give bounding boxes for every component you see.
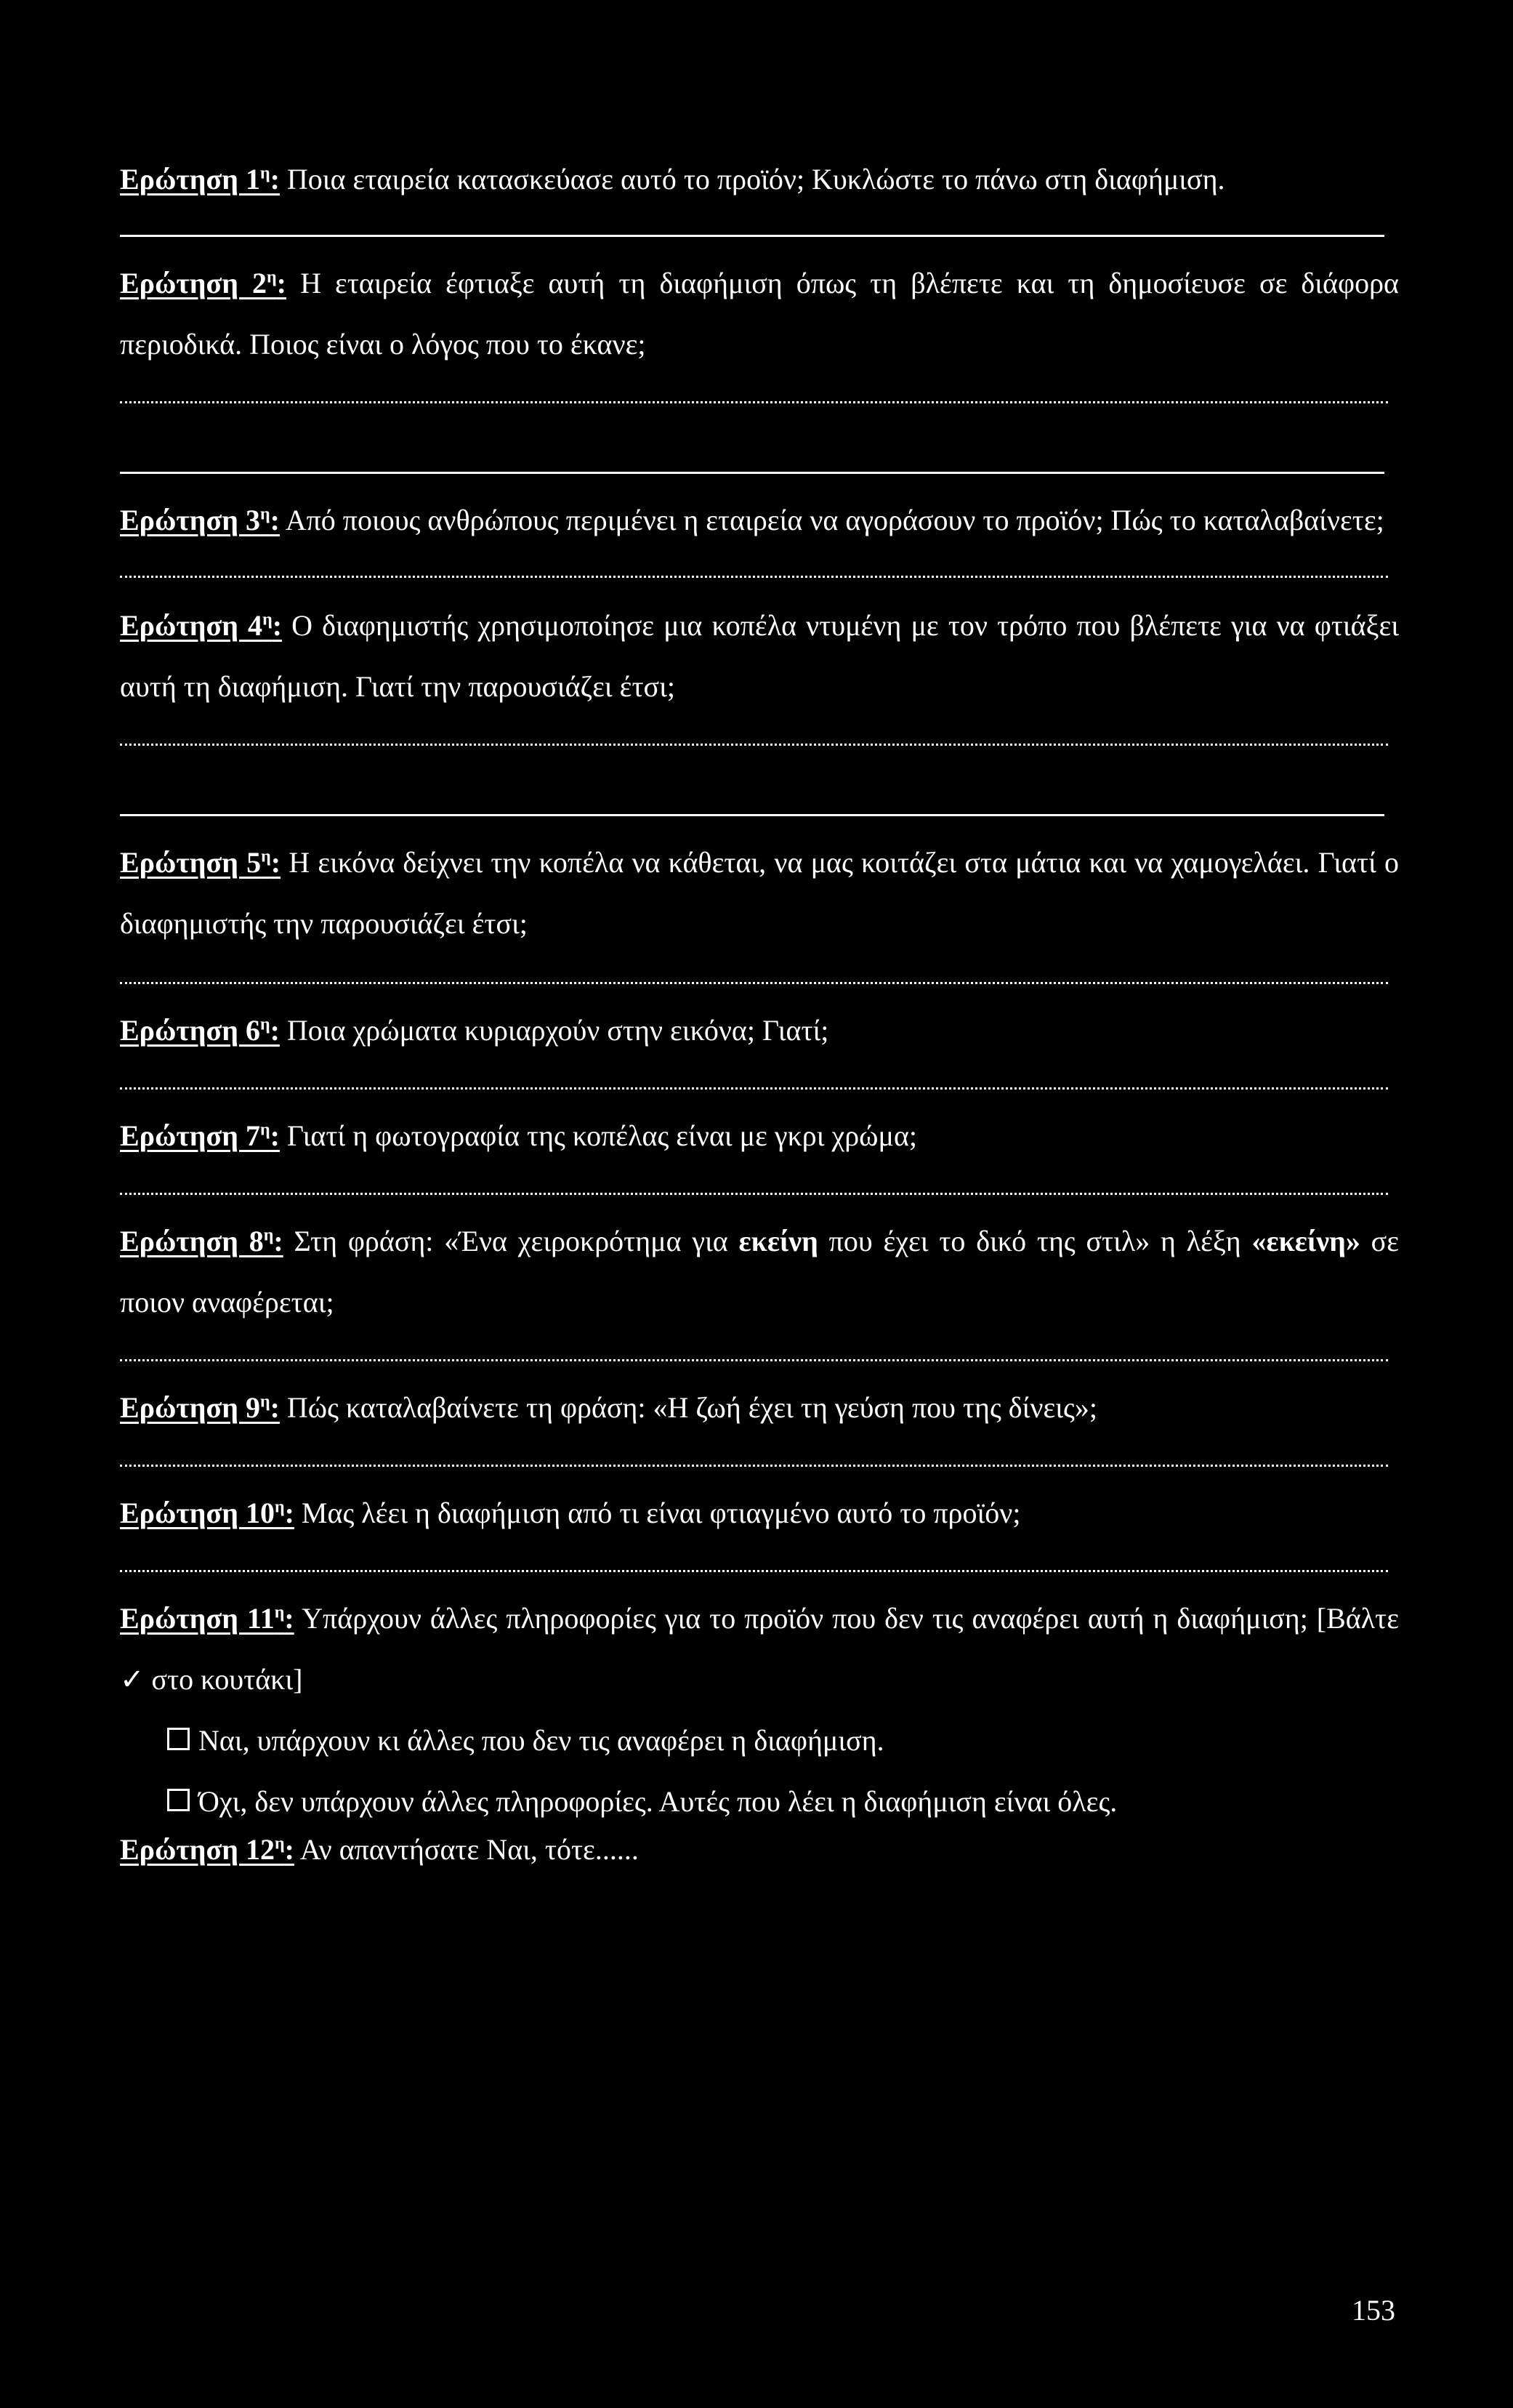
question-label: Ερώτηση $4^\eta$:: [120, 609, 283, 642]
page-number: 153: [1352, 2294, 1395, 2327]
question-text: Μας λέει η διαφήμιση από τι είναι φτιαγμένο αυτό το προϊόν;: [301, 1497, 1021, 1529]
question-text: Αν απαντήσατε Ναι, τότε......: [299, 1833, 639, 1866]
question-label: Ερώτηση $2^\eta$:: [120, 267, 286, 299]
question-text: Ο διαφημιστής χρησιμοποίησε μια κοπέλα ντυμένη με τον τρόπο που βλέπετε για να φτιάξει αυτή τη διαφήμιση. Γιατί την παρουσιάζει έτσι;: [120, 609, 1399, 703]
emphasis: εκείνη: [738, 1225, 818, 1257]
question-8: [120, 1211, 1399, 1333]
question-text: Πώς καταλαβαίνετε τη φράση: «Η ζωή έχει τη γεύση που της δίνεις»;: [286, 1391, 1097, 1424]
question-label: Ερώτηση $5^\eta$:: [120, 846, 281, 879]
question-label: Ερώτηση $12^\eta$:: [120, 1833, 294, 1866]
answer-line[interactable]: [120, 235, 1384, 237]
question-text-part: σε ποιον αναφέρεται;: [120, 1225, 1399, 1318]
question-4: [120, 595, 1399, 717]
question-label: Ερώτηση $11^\eta$:: [120, 1602, 294, 1635]
question-label: Ερώτηση $10^\eta$:: [120, 1497, 294, 1529]
question-3: [120, 490, 1399, 551]
answer-line[interactable]: [120, 814, 1384, 816]
question-text: Ποια χρώματα κυριαρχούν στην εικόνα; Γιατί;: [286, 1014, 829, 1047]
question-11: [120, 1588, 1399, 1710]
answer-line[interactable]: [120, 576, 1388, 578]
question-1: [120, 149, 1399, 210]
answer-line[interactable]: [120, 1570, 1388, 1572]
question-label: Ερώτηση $6^\eta$:: [120, 1014, 280, 1047]
question-5: [120, 832, 1399, 954]
emphasis: «εκείνη»: [1251, 1225, 1360, 1257]
question-7: [120, 1106, 1399, 1167]
question-text: Η εικόνα δείχνει την κοπέλα να κάθεται, να μας κοιτάζει στα μάτια και να χαμογελάει. Γιατί ο διαφημιστής την παρουσιάζει έτσι;: [120, 846, 1400, 940]
option-label: Όχι, δεν υπάρχουν άλλες πληροφορίες. Αυτές που λέει η διαφήμιση είναι όλες.: [198, 1785, 1118, 1818]
question-6: [120, 1000, 1399, 1061]
question-label: Ερώτηση $8^\eta$:: [120, 1225, 283, 1257]
answer-line[interactable]: [120, 982, 1388, 984]
question-label: Ερώτηση $1^\eta$:: [120, 163, 280, 196]
question-label: Ερώτηση $3^\eta$:: [120, 504, 280, 536]
question-text-part: που έχει το δικό της στιλ» η λέξη: [818, 1225, 1252, 1257]
checkbox[interactable]: [167, 1789, 190, 1811]
answer-line[interactable]: [120, 472, 1384, 474]
answer-line[interactable]: [120, 1087, 1388, 1090]
question-text: Ποια εταιρεία κατασκεύασε αυτό το προϊόν; Κυκλώστε το πάνω στη διαφήμιση.: [286, 163, 1225, 196]
worksheet-page: [120, 149, 1399, 1880]
question-text-part: Στη φράση: «Ένα χειροκρότημα για: [294, 1225, 739, 1257]
question-10: [120, 1483, 1399, 1544]
answer-line[interactable]: [120, 1359, 1388, 1361]
question-text: Η εταιρεία έφτιαξε αυτή τη διαφήμιση όπως τη βλέπετε και τη δημοσίευσε σε διάφορα περιοδικά. Ποιος είναι ο λόγος που το έκανε;: [120, 267, 1400, 361]
option-label: Ναι, υπάρχουν κι άλλες που δεν τις αναφέρει η διαφήμιση.: [198, 1724, 884, 1757]
checkbox[interactable]: [167, 1728, 190, 1750]
question-text: Από ποιους ανθρώπους περιμένει η εταιρεία να αγοράσουν το προϊόν; Πώς το καταλαβαίνετε;: [285, 504, 1384, 536]
question-text: Γιατί η φωτογραφία της κοπέλας είναι με γκρι χρώμα;: [286, 1119, 918, 1152]
question-label: Ερώτηση $9^\eta$:: [120, 1391, 280, 1424]
question-2: [120, 253, 1399, 375]
answer-line[interactable]: [120, 1465, 1388, 1467]
question-text: Υπάρχουν άλλες πληροφορίες για το προϊόν που δεν τις αναφέρει αυτή η διαφήμιση; [Βάλτε ✓ στο κουτάκι]: [120, 1602, 1399, 1696]
answer-line[interactable]: [120, 1193, 1388, 1195]
option-yes[interactable]: [167, 1710, 1399, 1771]
answer-line[interactable]: [120, 744, 1388, 746]
question-9: [120, 1377, 1399, 1438]
question-label: Ερώτηση $7^\eta$:: [120, 1119, 280, 1152]
answer-line[interactable]: [120, 401, 1388, 403]
